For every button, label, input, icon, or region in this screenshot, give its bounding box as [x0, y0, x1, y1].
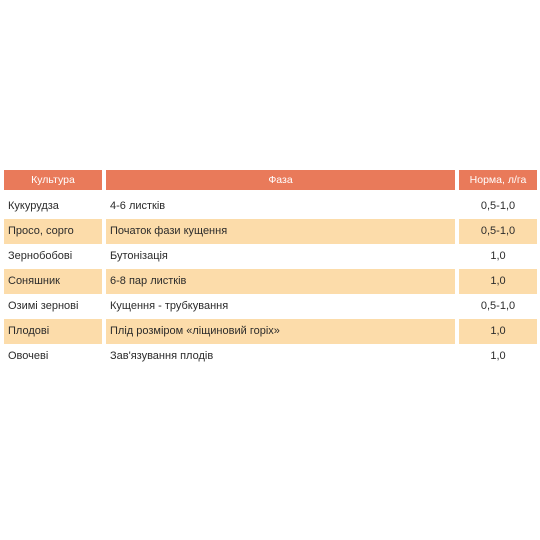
- culture-cell: Просо, сорго: [4, 219, 102, 244]
- norm-cell: 1,0: [490, 350, 506, 363]
- culture-cell: Плодові: [4, 319, 102, 344]
- culture-cell: Соняшник: [4, 269, 102, 294]
- table-row: [4, 244, 537, 269]
- table-row: [4, 219, 537, 244]
- norm-cell: 1,0: [459, 319, 537, 344]
- norm-cell: 0,5-1,0: [480, 200, 516, 213]
- header-culture: Культура: [4, 170, 102, 190]
- header-phase: Фаза: [106, 170, 455, 190]
- crop-norms-table: [4, 170, 537, 369]
- culture-cell: Кукурудза: [8, 200, 59, 213]
- table-row: [4, 344, 537, 369]
- table-row: [4, 294, 537, 319]
- norm-cell: 1,0: [459, 269, 537, 294]
- table-row: [4, 269, 537, 294]
- phase-cell: 6-8 пар листків: [106, 269, 455, 294]
- norm-cell: 1,0: [490, 250, 506, 263]
- culture-cell: Озимі зернові: [8, 300, 79, 313]
- norm-cell: 0,5-1,0: [459, 219, 537, 244]
- culture-cell: Зернобобові: [8, 250, 73, 263]
- phase-cell: Кущення - трубкування: [110, 300, 229, 313]
- header-norm: Норма, л/га: [459, 170, 537, 190]
- phase-cell: 4-6 листків: [110, 200, 166, 213]
- phase-cell: Плід розміром «ліщиновий горіх»: [106, 319, 455, 344]
- phase-cell: Початок фази кущення: [106, 219, 455, 244]
- phase-cell: Бутонізація: [110, 250, 168, 263]
- phase-cell: Зав'язування плодів: [110, 350, 214, 363]
- table-row: [4, 319, 537, 344]
- table-header-row: [4, 170, 537, 190]
- table-row: [4, 194, 537, 219]
- culture-cell: Овочеві: [8, 350, 49, 363]
- norm-cell: 0,5-1,0: [480, 300, 516, 313]
